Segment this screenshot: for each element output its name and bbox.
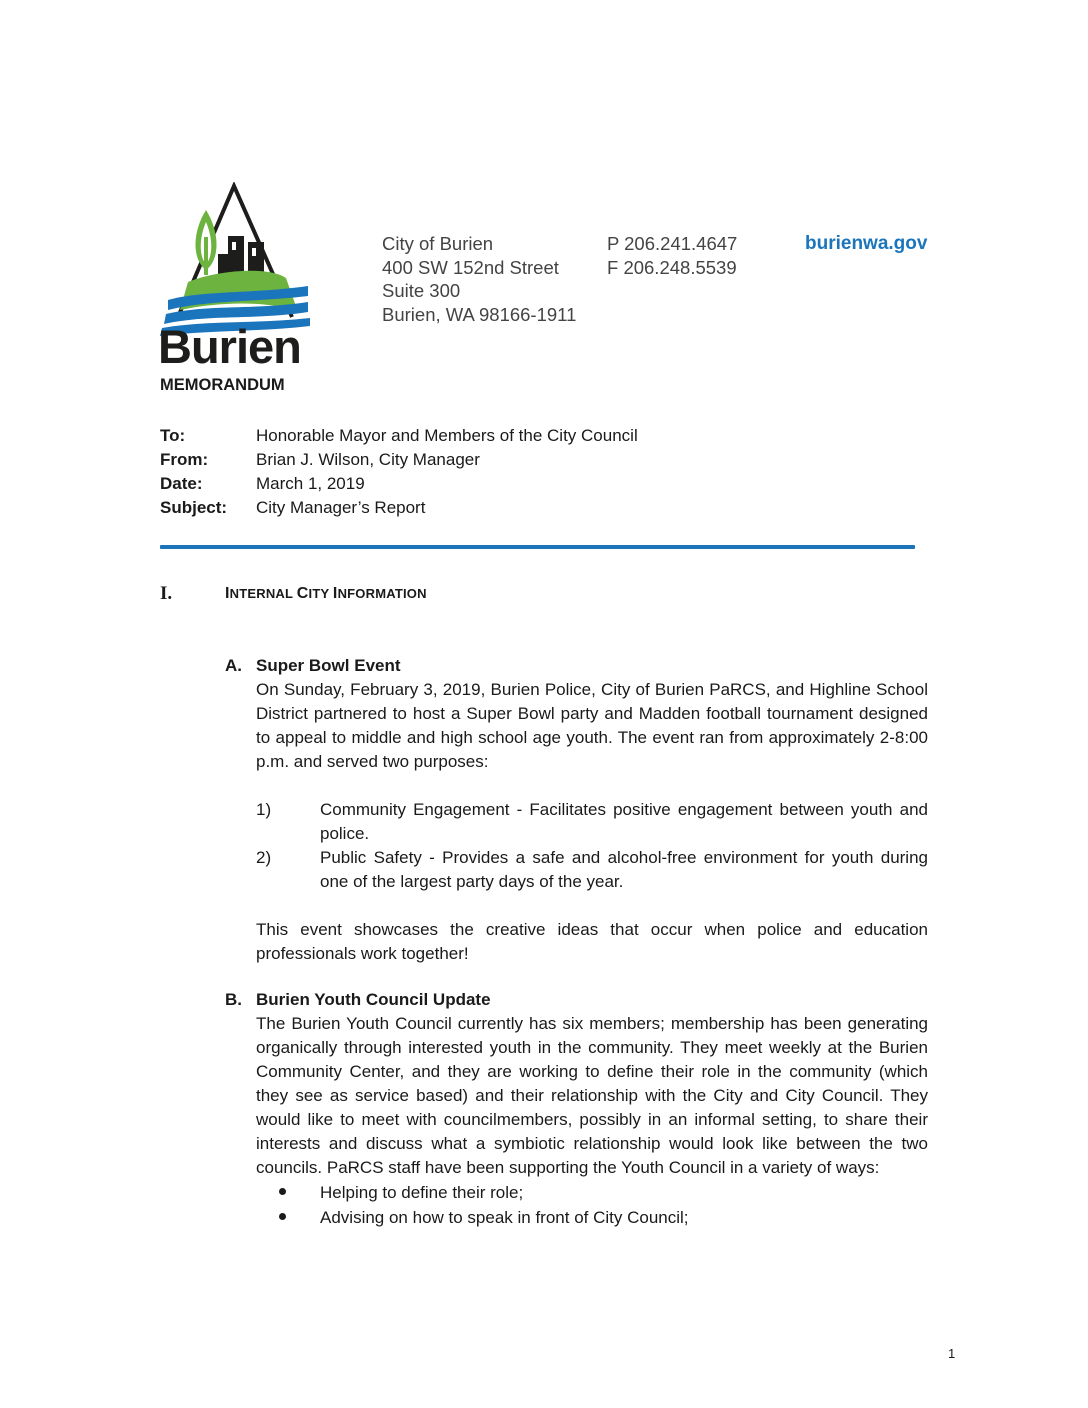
section-number: I. xyxy=(160,583,173,604)
letterhead-phones xyxy=(607,232,737,279)
memo-header xyxy=(160,424,638,520)
bullet-list xyxy=(256,1180,928,1230)
header-label: To: xyxy=(160,426,186,445)
list-text: Helping to define their role; xyxy=(320,1183,524,1202)
header-value: March 1, 2019 xyxy=(256,474,365,493)
header-label: Subject: xyxy=(160,498,228,517)
item-heading xyxy=(225,654,928,678)
address-line: 400 SW 152nd Street xyxy=(382,256,559,278)
list-item xyxy=(256,1180,928,1205)
item-super-bowl-event xyxy=(225,654,928,966)
list-text: Advising on how to speak in front of City Council; xyxy=(320,1208,689,1227)
header-value: City Manager’s Report xyxy=(256,498,426,517)
website-link[interactable]: burienwa.gov xyxy=(805,233,928,254)
list-text: Public Safety - Provides a safe and alcohol-free environment for youth during one of the largest party days of the year. xyxy=(320,848,928,891)
item-paragraph: On Sunday, February 3, 2019, Burien Police, City of Burien PaRCS, and Highline School District partnered to host a Super Bowl party and Madden football tournament designed to appeal to middle and high school age youth. The event ran from approximately 2-8:00 p.m. and served two purposes: xyxy=(256,680,928,771)
memo-header-date xyxy=(160,472,638,496)
page-number: 1 xyxy=(948,1346,956,1361)
memo-title: MEMORANDUM xyxy=(160,376,285,394)
list-item xyxy=(256,1205,928,1230)
item-paragraph: The Burien Youth Council currently has six members; membership has been generating organically through interested youth in the community. They meet weekly at the Burien Community Center, and they are working to define their role in the community (which they see as service based) and their relationship with the City and City Council. They would like to meet with councilmembers, possibly in an informal setting, to share their interests and discuss what a symbiotic relationship would look like between the two councils. PaRCS staff have been supporting the Youth Council in a variety of ways: xyxy=(256,1014,928,1177)
phone-line: P 206.241.4647 xyxy=(607,233,738,254)
header-divider xyxy=(160,545,915,549)
list-text: Community Engagement - Facilitates positive engagement between youth and police. xyxy=(320,800,928,843)
memo-header-subject xyxy=(160,496,638,520)
logo-wordmark: Burien xyxy=(158,320,301,373)
section-title: INTERNAL CITY INFORMATION xyxy=(225,585,427,602)
item-letter: B. xyxy=(225,990,242,1009)
numbered-list xyxy=(256,798,928,894)
list-item xyxy=(256,846,928,894)
fax-line: F 206.248.5539 xyxy=(607,256,737,278)
bullet-icon xyxy=(256,1205,320,1230)
list-number: 2) xyxy=(256,848,272,867)
item-letter: A. xyxy=(225,656,242,675)
list-number: 1) xyxy=(256,800,272,819)
address-line: City of Burien xyxy=(382,233,494,254)
item-youth-council-update xyxy=(225,988,928,1230)
address-line: Suite 300 xyxy=(382,280,461,301)
item-title: Super Bowl Event xyxy=(256,656,401,675)
header-value: Honorable Mayor and Members of the City Council xyxy=(256,426,638,445)
address-line: Burien, WA 98166-1911 xyxy=(382,303,577,325)
header-value: Brian J. Wilson, City Manager xyxy=(256,450,480,469)
memo-header-to xyxy=(160,424,638,448)
item-heading xyxy=(225,988,928,1012)
item-title: Burien Youth Council Update xyxy=(256,990,491,1009)
bullet-icon xyxy=(256,1180,320,1205)
memo-header-from xyxy=(160,448,638,472)
item-closing-paragraph: This event showcases the creative ideas that occur when police and education professionals work together! xyxy=(256,920,928,963)
letterhead-address xyxy=(382,232,576,326)
header-label: Date: xyxy=(160,474,203,493)
list-item xyxy=(256,798,928,846)
header-label: From: xyxy=(160,450,209,469)
